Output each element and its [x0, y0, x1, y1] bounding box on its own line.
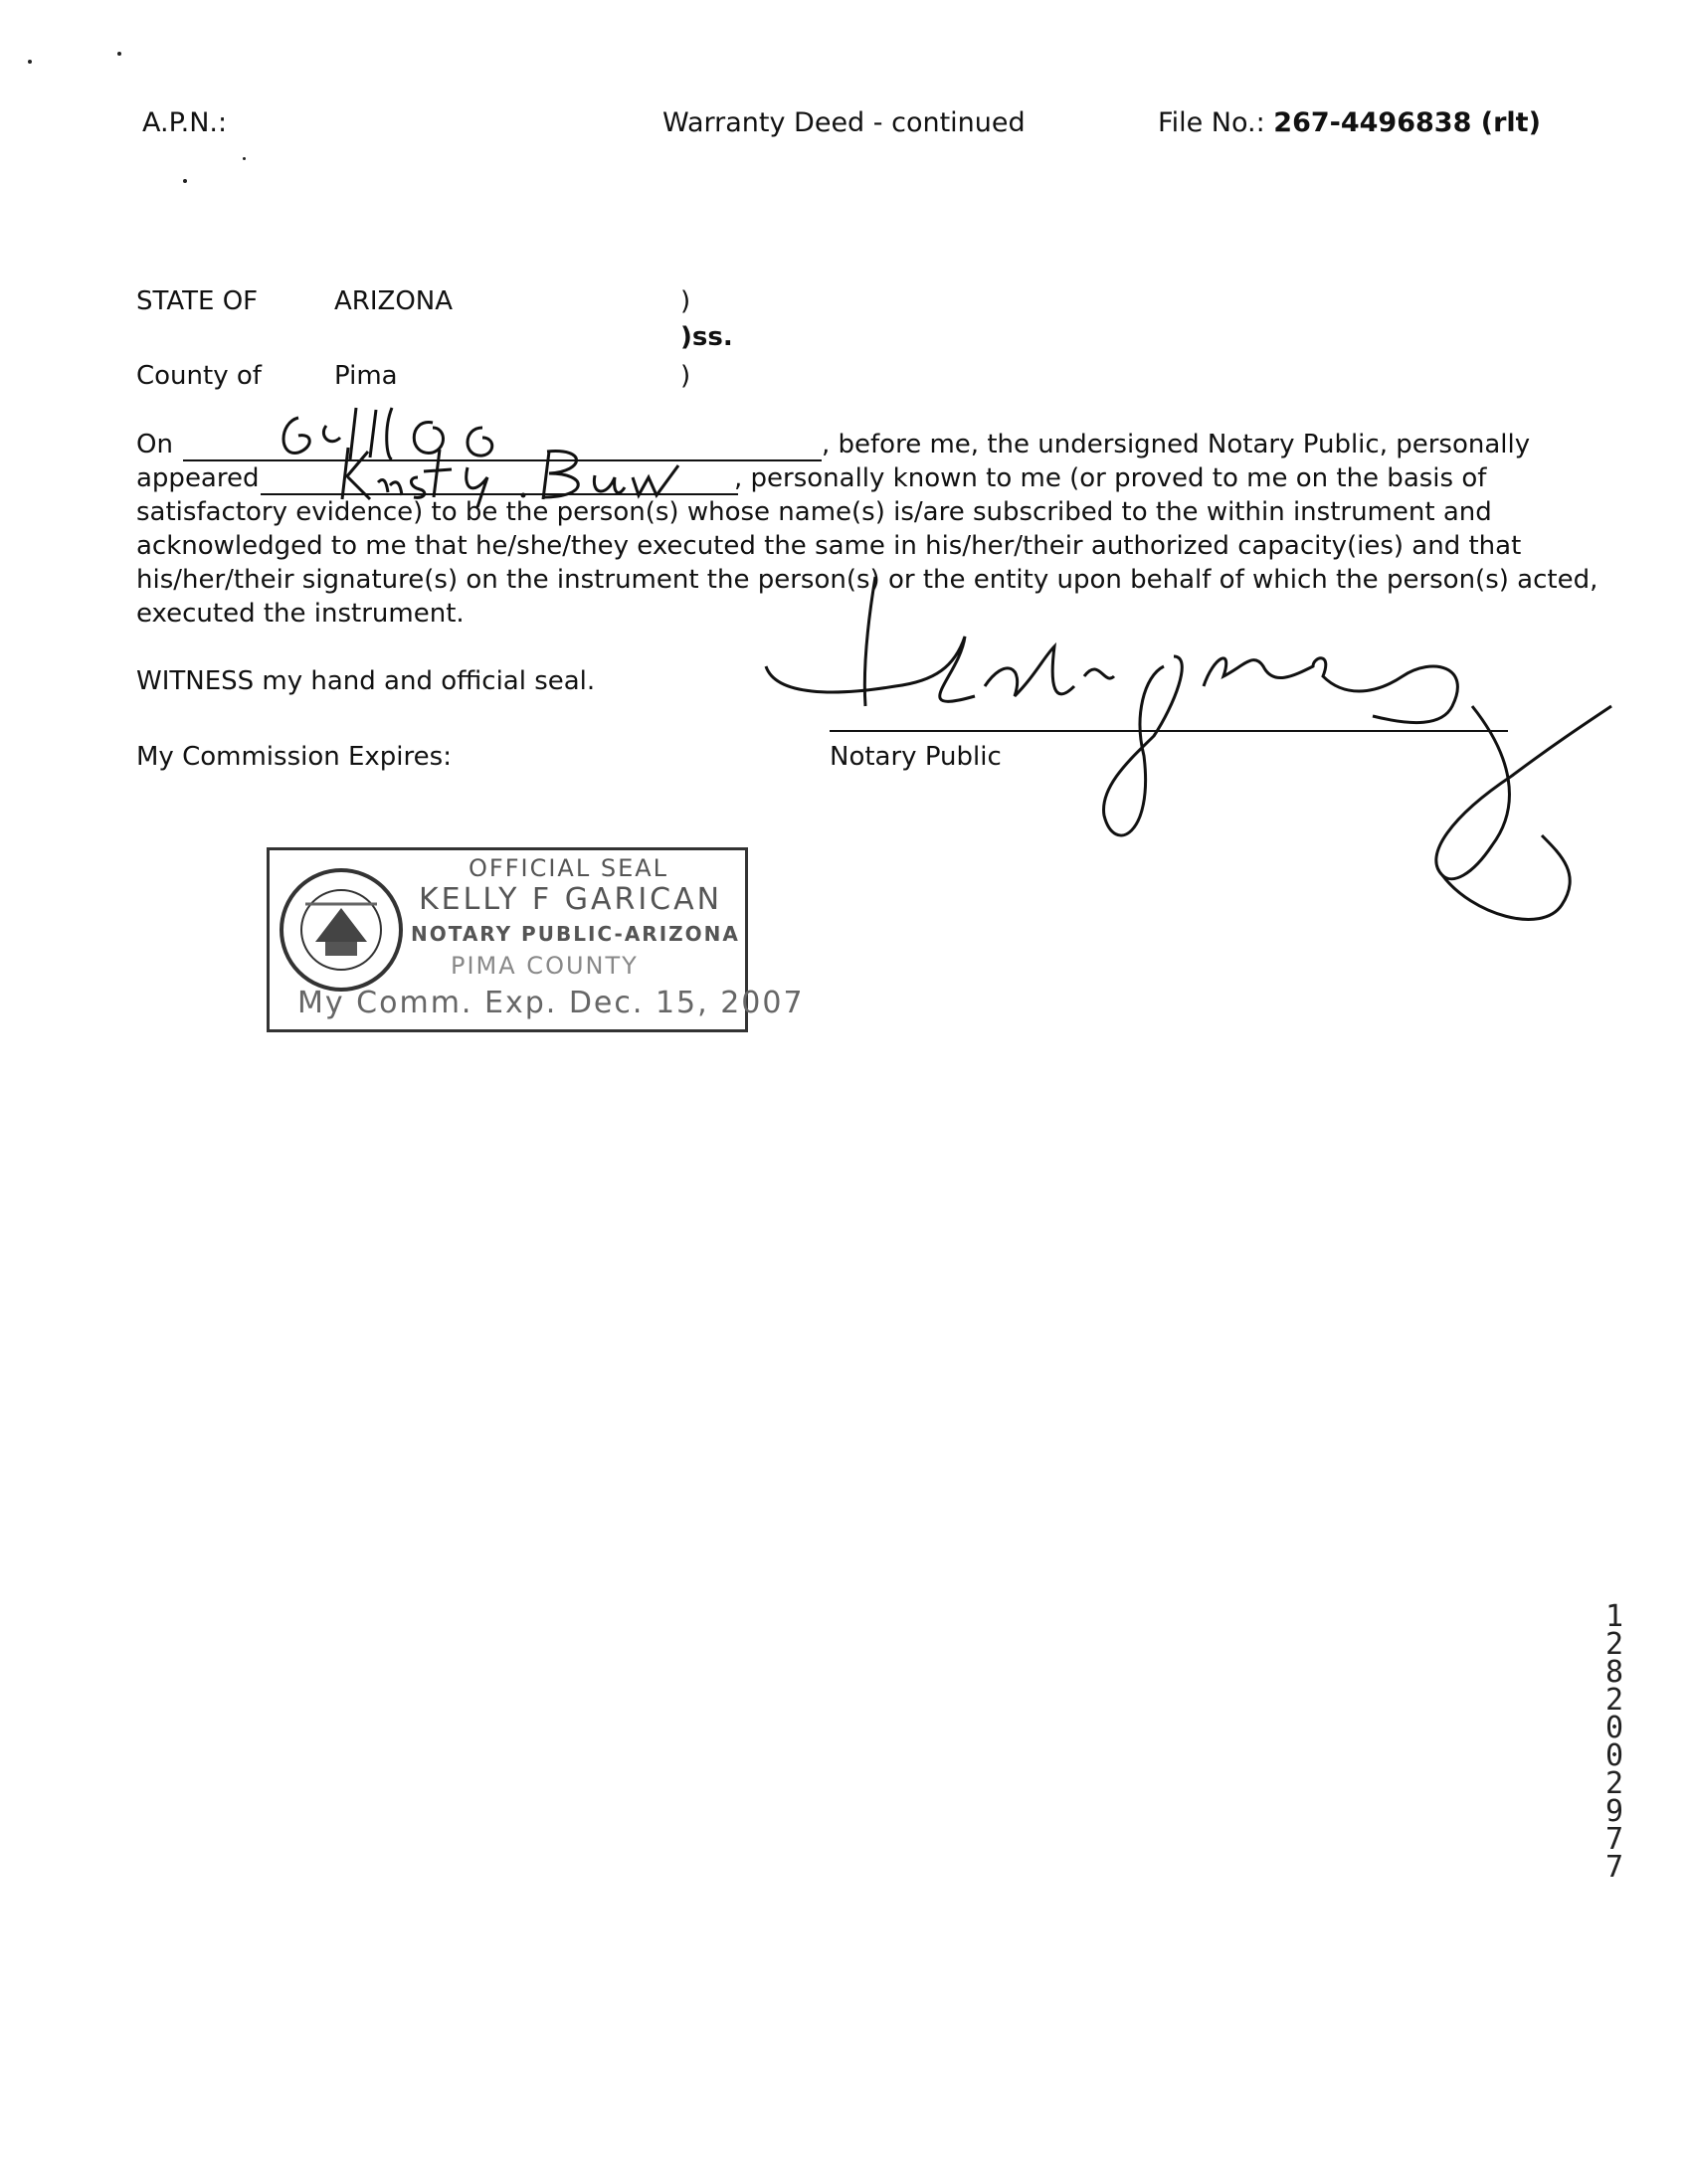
ack-line-1-tail: , before me, the undersigned Notary Public, personally [822, 430, 1531, 459]
state-seal-emblem-icon [276, 864, 407, 996]
ack-line-2-tail: , personally known to me (or proved to me on the basis of [734, 463, 1487, 493]
notary-public-label: Notary Public [830, 742, 1002, 772]
ack-line-6: executed the instrument. [136, 599, 465, 629]
scan-speck [183, 179, 187, 183]
ack-line-5: his/her/their signature(s) on the instrument the person(s) or the entity upon behalf of which the person(s) acted, [136, 565, 1598, 595]
seal-notary-name: KELLY F GARICAN [419, 882, 723, 917]
recording-number-stamp: 12820 02977 [1604, 1599, 1624, 1885]
venue-paren-close: ) [680, 361, 691, 391]
state-label: STATE OF [136, 286, 259, 316]
county-label: County of [136, 361, 262, 391]
file-number [1158, 107, 1541, 138]
seal-line-3: NOTARY PUBLIC-ARIZONA [411, 922, 740, 946]
witness-statement: WITNESS my hand and official seal. [136, 666, 596, 696]
ack-line-3: satisfactory evidence) to be the person(s) whose name(s) is/are subscribed to the within instrument and [136, 497, 1492, 527]
file-number-label: File No.: [1158, 107, 1265, 138]
notary-signature [756, 557, 1651, 975]
commission-expires-label: My Commission Expires: [136, 742, 452, 772]
appeared-label: appeared [136, 463, 260, 493]
notary-official-seal [267, 847, 805, 1032]
seal-line-4: PIMA COUNTY [451, 952, 639, 980]
state-value: ARIZONA [334, 286, 454, 316]
venue-paren-open: ) [680, 286, 691, 316]
handwritten-appeared-name [328, 438, 746, 507]
scan-speck [243, 157, 246, 160]
scan-speck [117, 52, 121, 56]
venue-ss: )ss. [680, 322, 733, 352]
county-value: Pima [334, 361, 398, 391]
scan-speck [28, 60, 32, 64]
apn-label: A.P.N.: [142, 107, 228, 138]
file-number-value: 267-4496838 (rlt) [1273, 107, 1541, 138]
seal-line-1: OFFICIAL SEAL [469, 854, 669, 882]
on-label: On [136, 430, 173, 459]
ack-line-4: acknowledged to me that he/she/they executed the same in his/her/their authorized capacity(ies) and that [136, 531, 1522, 561]
seal-commission-expiration: My Comm. Exp. Dec. 15, 2007 [297, 986, 805, 1020]
document-title: Warranty Deed - continued [662, 107, 1026, 138]
